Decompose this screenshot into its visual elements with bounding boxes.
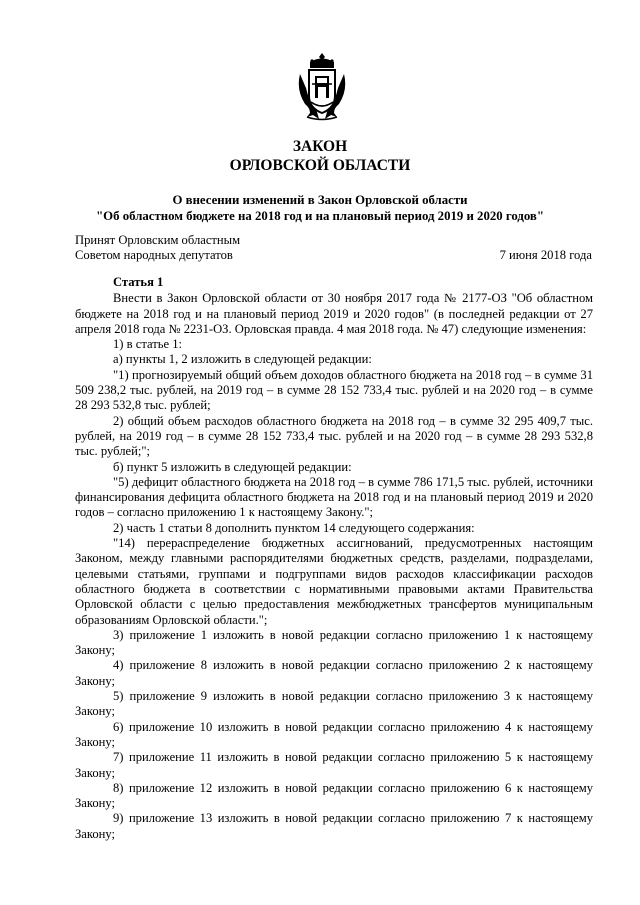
paragraph-item: 6) приложение 10 изложить в новой редакции согласно приложению 4 к настоящему Закону; [75,719,593,749]
paragraph-item: 8) приложение 12 изложить в новой редакции согласно приложению 6 к настоящему Закону; [75,780,593,811]
paragraph-item: б) пункт 5 изложить в следующей редакции: [113,459,352,474]
article-heading: Статья 1 [113,275,164,289]
paragraph-item: 3) приложение 1 изложить в новой редакции согласно приложению 1 к настоящему Закону; [75,627,593,658]
adoption-block [75,233,375,264]
paragraph-item: 2) общий объем расходов областного бюджета на 2018 год – в сумме 32 295 409,7 тыс. рублей, на 2019 год – в сумме 28 152 733,4 тыс. рублей и на 2020 год – в сумме 28 293 532,8 тыс. рублей;"; [75,413,593,459]
law-subtitle-line1: О внесении изменений в Закон Орловской области [172,193,468,207]
paragraph-item: 9) приложение 13 изложить в новой редакции согласно приложению 7 к настоящему Закону; [75,811,593,841]
paragraph-intro: Внести в Закон Орловской области от 30 ноября 2017 года № 2177-ОЗ "Об областном бюджете на 2018 год и на плановый период 2019 и 2020 годов" (в последней редакции от 27 апреля 2018 года № 2231-ОЗ. Орловская правда. 4 мая 2018 года. № 47) следующие изменения: [75,291,593,336]
paragraph-item: 1) в статье 1: [113,337,183,352]
law-title-region: ОРЛОВСКОЙ ОБЛАСТИ [229,157,411,174]
paragraph-item: а) пункты 1, 2 изложить в следующей редакции: [113,352,372,367]
paragraph-item: "1) прогнозируемый общий объем доходов областного бюджета на 2018 год – в сумме 31 509 238,2 тыс. рублей, на 2019 год – в сумме 28 152 733,4 тыс. рублей и на 2020 год – в сумме 28 293 532,8 тыс. рублей; [75,367,593,413]
adoption-date: 7 июня 2018 года [499,248,592,262]
paragraph-item: 5) приложение 9 изложить в новой редакции согласно приложению 3 к настоящему Закону; [75,689,593,719]
article-body [75,275,593,842]
coat-of-arms-emblem [297,50,347,122]
paragraph-item: 7) приложение 11 изложить в новой редакции согласно приложению 5 к настоящему Закону; [75,750,593,780]
law-title: ЗАКОН [292,138,348,155]
adoption-line1: Принят Орловским областным [75,233,241,247]
paragraph-item: 4) приложение 8 изложить в новой редакции согласно приложению 2 к настоящему Закону; [75,658,593,688]
paragraph-item: "14) перераспределение бюджетных ассигнований, предусмотренных настоящим Законом, между главными распорядителями бюджетных средств, разделами, подразделами, целевыми статьями, группами и подгруппами видов расходов классификации расходов областного бюджета в соответствии с нормативными правовыми актами Правительства Орловской области с целью предоставления межбюджетных трансфертов муниципальным образованиям Орловской области."; [75,536,593,627]
adoption-line2: Советом народных депутатов [75,248,233,263]
paragraph-item: 2) часть 1 статьи 8 дополнить пунктом 14 следующего содержания: [113,520,475,535]
law-subtitle-line2: "Об областном бюджете на 2018 год и на плановый период 2019 и 2020 годов" [96,209,544,223]
paragraph-item: "5) дефицит областного бюджета на 2018 год – в сумме 786 171,5 тыс. рублей, источники финансирования дефицита областного бюджета на 2018 год и на плановый период 2019 и 2020 годов – согласно приложению 1 к настоящему Закону."; [75,474,593,520]
